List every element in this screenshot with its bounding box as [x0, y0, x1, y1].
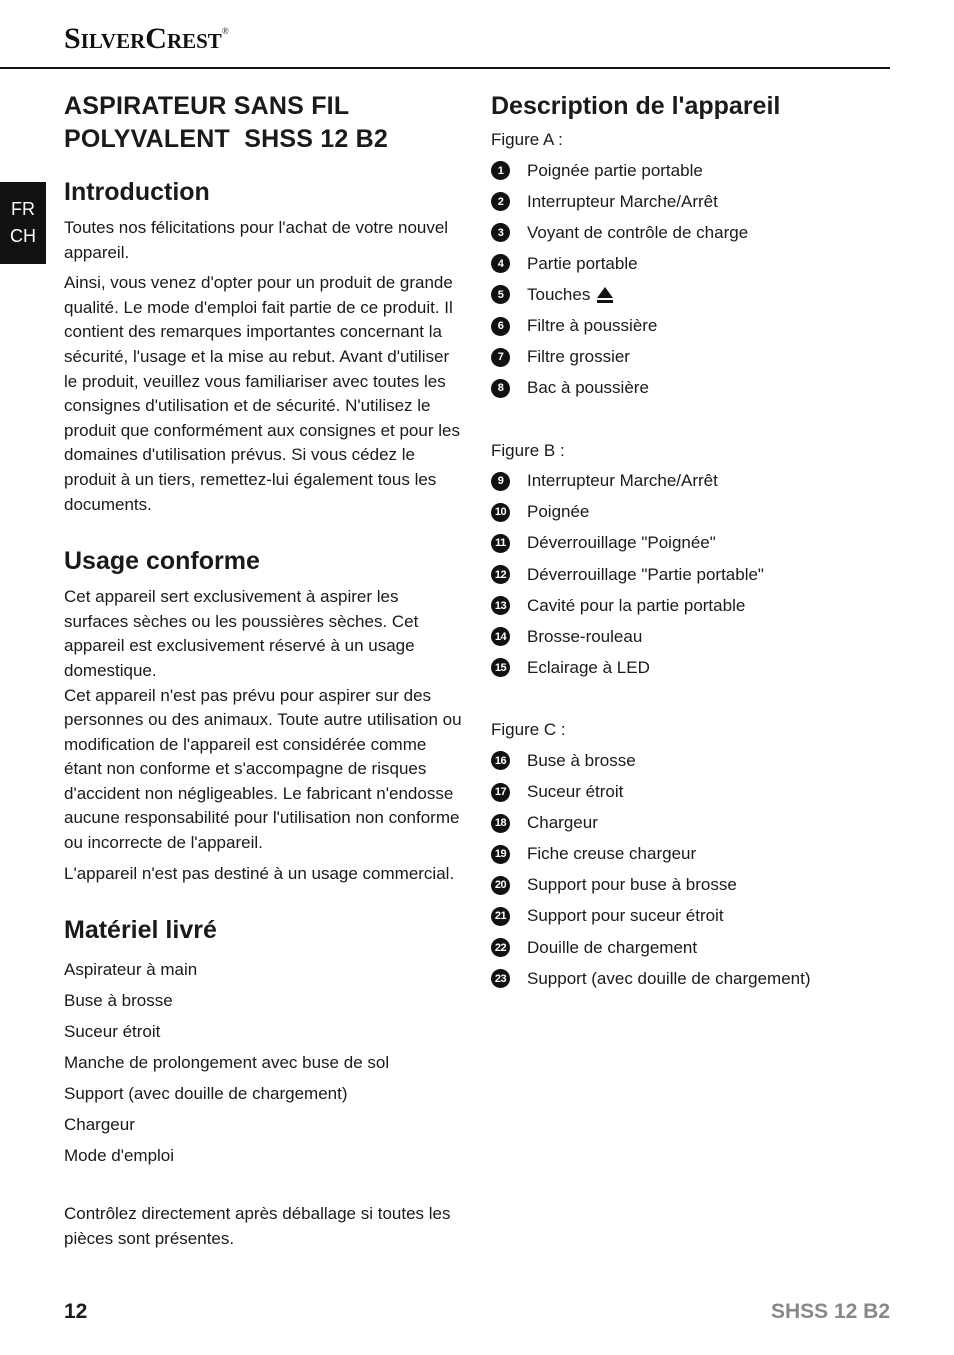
number-badge: 5: [491, 285, 510, 304]
list-item: 5 Touches: [491, 279, 891, 310]
list-item: 2 Interrupteur Marche/Arrêt: [491, 186, 891, 217]
list-item: Buse à brosse: [64, 991, 173, 1011]
list-item: 19 Fiche creuse chargeur: [491, 839, 891, 870]
description-heading: Description de l'appareil: [491, 92, 781, 120]
list-item: 12 Déverrouillage "Partie portable": [491, 559, 891, 590]
number-badge: 2: [491, 192, 510, 211]
left-column: [64, 90, 466, 1257]
number-badge: 14: [491, 627, 510, 646]
number-badge: 19: [491, 845, 510, 864]
number-badge: 9: [491, 472, 510, 491]
list-item: 3 Voyant de contrôle de charge: [491, 217, 891, 248]
header-rule: [0, 67, 890, 69]
number-badge: 11: [491, 534, 510, 553]
number-badge: 16: [491, 751, 510, 770]
list-item: Suceur étroit: [64, 1022, 161, 1042]
list-item: 7 Filtre grossier: [491, 342, 891, 373]
list-item: 9 Interrupteur Marche/Arrêt: [491, 466, 891, 497]
usage-paragraph-2: Cet appareil n'est pas prévu pour aspirer sur des personnes ou des animaux. Toute autre utilisation ou modification de l'appareil est considérée comme étant non conforme et s'accompagne de risques d'accident non négligeables. Le fabricant n'endosse aucune responsabilité pour l'utilisation non conforme ou incorrecte de l'appareil.: [64, 685, 462, 853]
list-item: 14 Brosse-rouleau: [491, 621, 891, 652]
lang-fr: FR: [11, 199, 35, 219]
list-item: 6 Filtre à poussière: [491, 310, 891, 341]
list-item: Aspirateur à main: [64, 960, 198, 980]
list-item: 18 Chargeur: [491, 808, 891, 839]
number-badge: 6: [491, 317, 510, 336]
number-badge: 7: [491, 348, 510, 367]
list-item: 23 Support (avec douille de chargement): [491, 963, 891, 994]
list-item: Support (avec douille de chargement): [64, 1084, 348, 1104]
materiel-heading: Matériel livré: [64, 916, 217, 945]
brand-logo: SilverCrest®: [64, 22, 229, 55]
number-badge: 22: [491, 938, 510, 957]
list-item: 15 Eclairage à LED: [491, 652, 891, 683]
number-badge: 15: [491, 658, 510, 677]
list-item: Manche de prolongement avec buse de sol: [64, 1053, 390, 1073]
figure-c-label: Figure C :: [491, 720, 566, 740]
language-tab: [0, 182, 46, 264]
list-item: 10 Poignée: [491, 497, 891, 528]
list-item: 20 Support pour buse à brosse: [491, 870, 891, 901]
list-item: 22 Douille de chargement: [491, 932, 891, 963]
list-item: 21 Support pour suceur étroit: [491, 901, 891, 932]
number-badge: 23: [491, 969, 510, 988]
page-number: 12: [64, 1300, 88, 1323]
number-badge: 17: [491, 783, 510, 802]
number-badge: 12: [491, 565, 510, 584]
intro-paragraph-1: Toutes nos félicitations pour l'achat de votre nouvel appareil.: [64, 218, 449, 262]
intro-paragraph-2: Ainsi, vous venez d'opter pour un produit de grande qualité. Le mode d'emploi fait partie de ce produit. Il contient des remarques importantes concernant la sécurité, l'usage et la mise au rebut. Avant d'utiliser le produit, veuillez vous familiariser avec toutes les consignes d'utilisation et de sécurité. N'utilisez le produit que conformément aux consignes et pour les domaines d'utilisation prévus. Si vous cédez le produit à un tiers, remettez-lui également tous les documents.: [64, 273, 460, 514]
eject-icon: [596, 286, 614, 304]
number-badge: 1: [491, 161, 510, 180]
footer-model: SHSS 12 B2: [770, 1300, 890, 1323]
list-item: 16 Buse à brosse: [491, 745, 891, 776]
materiel-list: [64, 954, 466, 1171]
usage-heading: Usage conforme: [64, 547, 260, 576]
number-badge: 18: [491, 814, 510, 833]
list-item: 11 Déverrouillage "Poignée": [491, 528, 891, 559]
usage-paragraph-1: Cet appareil sert exclusivement à aspirer les surfaces sèches ou les poussières sèches. Cet appareil est exclusivement réservé à un usage domestique.: [64, 587, 419, 680]
list-item: 1 Poignée partie portable: [491, 155, 891, 186]
number-badge: 20: [491, 876, 510, 895]
intro-heading: Introduction: [64, 178, 210, 206]
list-item: 17 Suceur étroit: [491, 777, 891, 808]
right-column: [491, 90, 891, 994]
figure-a-label: Figure A :: [491, 130, 563, 149]
materiel-note: Contrôlez directement après déballage si toutes les pièces sont présentes.: [64, 1204, 451, 1248]
number-badge: 21: [491, 907, 510, 926]
number-badge: 4: [491, 254, 510, 273]
figure-b-label: Figure B :: [491, 440, 565, 460]
page-title: ASPIRATEUR SANS FIL POLYVALENT SHSS 12 B2: [64, 92, 388, 153]
list-item: Mode d'emploi: [64, 1146, 175, 1166]
list-item: 4 Partie portable: [491, 248, 891, 279]
list-item: 8 Bac à poussière: [491, 373, 891, 404]
list-item: Chargeur: [64, 1115, 135, 1135]
list-item: 13 Cavité pour la partie portable: [491, 590, 891, 621]
number-badge: 8: [491, 379, 510, 398]
number-badge: 13: [491, 596, 510, 615]
usage-paragraph-3: L'appareil n'est pas destiné à un usage commercial.: [64, 863, 455, 883]
lang-ch: CH: [10, 226, 36, 246]
number-badge: 10: [491, 503, 510, 522]
number-badge: 3: [491, 223, 510, 242]
